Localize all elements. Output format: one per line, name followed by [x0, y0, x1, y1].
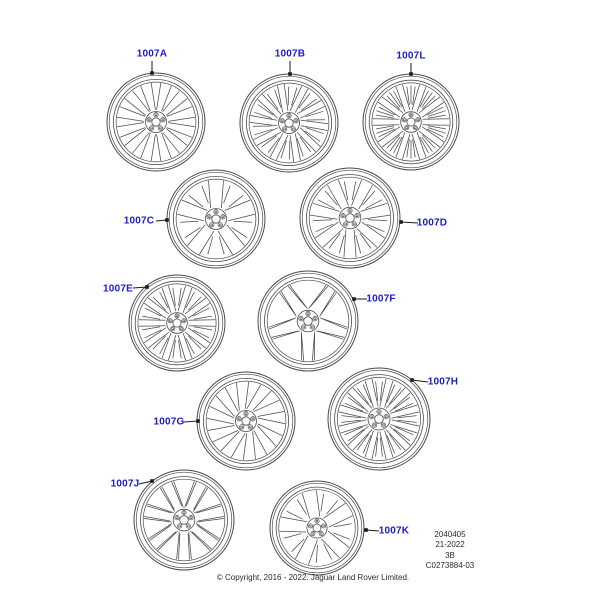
leader-arrow [145, 285, 149, 289]
leader-arrow [364, 528, 368, 532]
wheel-drawing-1007E [129, 275, 225, 371]
leader-arrow [352, 297, 356, 301]
part-label-1007E[interactable]: 1007E [103, 283, 133, 295]
part-label-1007L[interactable]: 1007L [396, 50, 426, 62]
ref-sheet: 3B [445, 550, 455, 560]
leader-line-1007H [410, 378, 428, 382]
leader-line-1007C [156, 218, 169, 222]
wheel-drawing-1007F [258, 271, 358, 371]
ref-drawing-code: C0273884-03 [425, 561, 475, 571]
part-label-1007A[interactable]: 1007A [136, 48, 168, 60]
wheel-drawing-1007H [328, 368, 430, 470]
leader-arrow [150, 71, 154, 75]
leader-line-1007F [352, 297, 367, 301]
leader-arrow [196, 419, 200, 423]
leader-line-1007D [399, 220, 418, 224]
leader-arrow [399, 220, 403, 224]
copyright-text: © Copyright, 2016 - 2022. Jaguar Land Rover Limited. [216, 573, 410, 582]
ref-number: 2040405 [434, 530, 466, 539]
part-label-1007G[interactable]: 1007G [153, 416, 185, 428]
wheel-drawing-1007A [107, 73, 205, 171]
leader-arrow [165, 218, 169, 222]
leader-arrow [150, 479, 154, 483]
wheel-drawing-1007B [240, 74, 338, 172]
leader-line-1007E [133, 285, 149, 289]
part-label-1007J[interactable]: 1007J [110, 478, 140, 490]
ref-date: 21-2022 [435, 540, 465, 550]
leader-arrow [409, 72, 413, 76]
wheel-drawing-1007D [300, 168, 400, 268]
part-label-1007H[interactable]: 1007H [427, 376, 459, 388]
leader-arrow [410, 378, 414, 382]
wheel-drawing-1007C [167, 170, 265, 268]
part-label-1007B[interactable]: 1007B [274, 48, 306, 60]
wheel-drawing-1007G [197, 372, 295, 470]
leader-line-1007K [364, 528, 379, 532]
part-label-1007F[interactable]: 1007F [366, 293, 396, 305]
leader-line-1007A [150, 61, 154, 75]
part-label-1007K[interactable]: 1007K [378, 525, 410, 537]
drawing-reference-block [408, 530, 492, 572]
wheel-drawing-1007L [363, 74, 459, 170]
leader-arrow [288, 72, 292, 76]
part-label-1007D[interactable]: 1007D [416, 217, 448, 229]
leader-line-1007L [409, 63, 413, 76]
wheel-drawing-1007J [134, 470, 234, 570]
leader-line-1007J [139, 479, 154, 484]
wheel-drawing-1007K [270, 481, 364, 575]
part-label-1007C[interactable]: 1007C [123, 215, 155, 227]
leader-line-1007G [184, 419, 200, 423]
leader-line-1007B [288, 61, 292, 76]
